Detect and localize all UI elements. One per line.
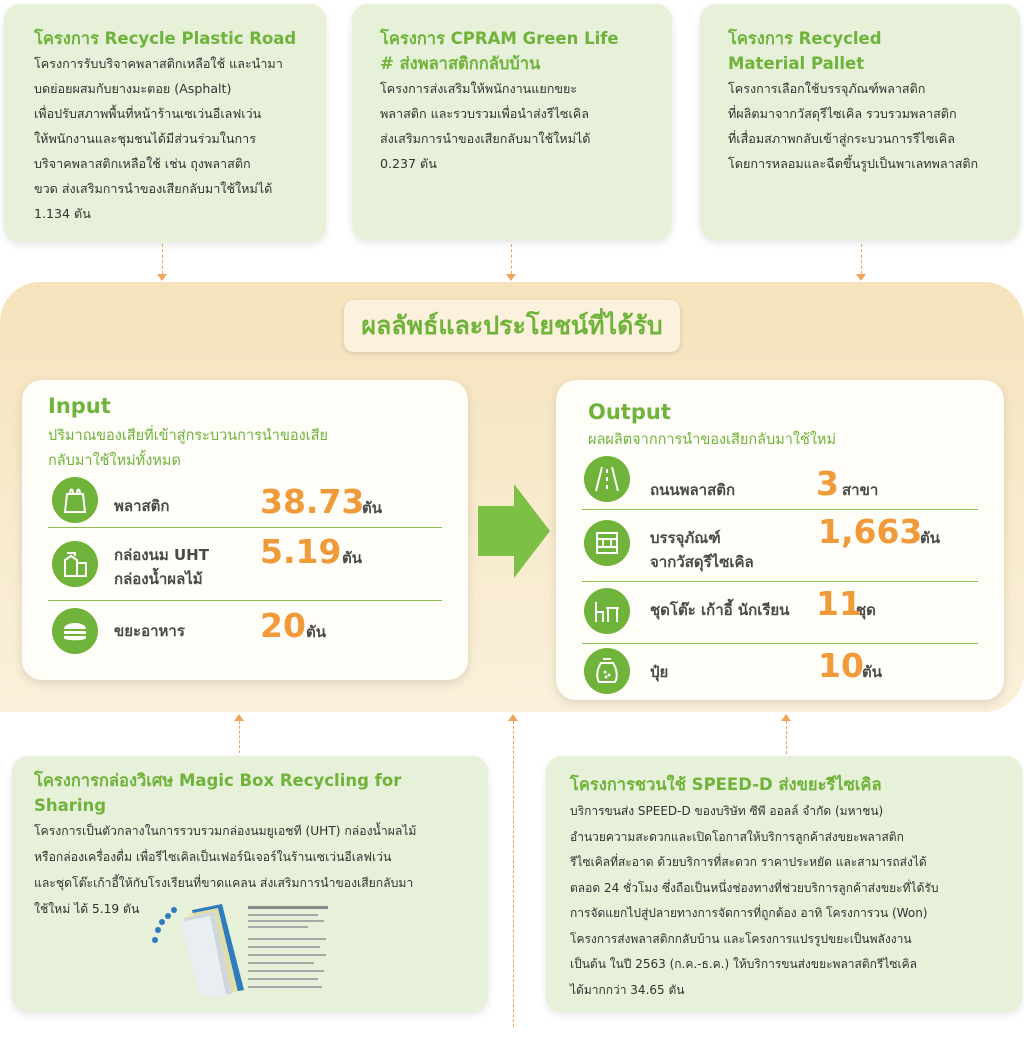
desk-chair-icon (584, 588, 630, 634)
output-row-value: 3 (816, 464, 839, 503)
connector-line (162, 244, 163, 274)
output-row-unit: สาขา (842, 481, 879, 499)
card-title: โครงการ Recycle Plastic Road (34, 29, 297, 48)
input-row-value: 5.19 (260, 532, 342, 571)
output-row-value: 11 (816, 584, 862, 623)
output-row-unit: ตัน (920, 529, 940, 547)
card-magic-box (12, 756, 488, 1012)
output-subtitle: ผลผลิตจากการนำของเสียกลับมาใช้ใหม่ (588, 432, 837, 448)
card-recycled-material-pallet (700, 4, 1020, 240)
card-speed-d (546, 756, 1022, 1012)
connector-line (511, 244, 512, 274)
carton-layers-illustration (152, 898, 352, 998)
card-title: โครงการ CPRAM Green Life # ส่งพลาสติกกลับบ้าน (380, 29, 619, 73)
fertilizer-sack-icon (584, 648, 630, 694)
input-row-label: ขยะอาหาร (114, 622, 185, 640)
card-body: โครงการส่งเสริมให้พนักงานแยกขยะ พลาสติก และรวบรวมเพื่อนำส่งรีไซเคิล ส่งเสริมการนำของเสียกลับมาใช้ใหม่ได้ 0.237 ตัน (380, 81, 591, 171)
flow-arrow-icon (478, 484, 550, 578)
output-row-label: ถนนพลาสติก (650, 481, 736, 499)
output-row-label: ปุ๋ย (650, 663, 669, 681)
connector-line (513, 721, 514, 1027)
milk-carton-icon (52, 541, 98, 587)
row-divider (582, 581, 978, 582)
input-title: Input (48, 394, 111, 418)
input-row-label: กล่องนม UHT กล่องน้ำผลไม้ (114, 546, 209, 588)
input-row-label: พลาสติก (114, 497, 170, 515)
connector-arrow (234, 714, 244, 721)
plastic-bag-icon (52, 477, 98, 523)
output-row-value: 10 (818, 646, 864, 685)
connector-arrow (508, 714, 518, 721)
output-row-unit: ตัน (862, 663, 882, 681)
burger-icon (52, 608, 98, 654)
output-row-unit: ชุด (856, 601, 876, 619)
pallet-icon (584, 520, 630, 566)
row-divider (582, 509, 978, 510)
input-row-value: 38.73 (260, 482, 365, 521)
input-row-value: 20 (260, 606, 306, 645)
results-title: ผลลัพธ์และประโยชน์ที่ได้รับ (344, 300, 680, 352)
card-body: โครงการเลือกใช้บรรจุภัณฑ์พลาสติก ที่ผลิตมาจากวัสดุรีไซเคิล รวบรวมพลาสติก ที่เสื่อมสภาพกลับเข้าสู่กระบวนการรีไซเคิล โดยการหลอมและฉีดขึ้นรูปเป็นพาเลทพลาสติก (728, 81, 979, 171)
row-divider (582, 643, 978, 644)
input-subtitle: ปริมาณของเสียที่เข้าสู่กระบวนการนำของเสีย กลับมาใช้ใหม่ทั้งหมด (48, 428, 328, 469)
output-row-label: บรรจุภัณฑ์ จากวัสดุรีไซเคิล (650, 529, 754, 571)
road-icon (584, 456, 630, 502)
card-recycle-plastic-road (4, 4, 326, 242)
card-title: โครงการกล่องวิเศษ Magic Box Recycling for Sharing (34, 771, 402, 815)
connector-arrow (157, 274, 167, 281)
card-body: โครงการเป็นตัวกลางในการรวบรวมกล่องนมยูเอชที (UHT) กล่องน้ำผลไม้ หรือกล่องเครื่องดื่ม เพื่อรีไซเคิลเป็นเฟอร์นิเจอร์ในร้านเซเว่นอีเลฟเว่น และชุดโต๊ะเก้าอี้ให้กับโรงเรียนที่ขาดแคลน ส่งเสริมการนำของเสียกลับมา ใช้ใหม่ ได้ 5.19 ตัน (34, 824, 417, 916)
card-title: โครงการชวนใช้ SPEED-D ส่งขยะรีไซเคิล (570, 775, 882, 794)
input-row-unit: ตัน (362, 499, 382, 517)
output-row-value: 1,663 (818, 512, 923, 551)
row-divider (48, 527, 442, 528)
output-row-label: ชุดโต๊ะ เก้าอี้ นักเรียน (650, 601, 790, 619)
card-body: บริการขนส่ง SPEED-D ของบริษัท ซีพี ออลล์ จำกัด (มหาชน) อำนวยความสะดวกและเปิดโอกาสให้บริการลูกค้าส่งขยะพลาสติก รีไซเคิลที่สะอาด ด้วยบริการที่สะดวก ราคาประหยัด และสามารถส่งได้ ตลอด 24 ชั่วโมง ซึ่งถือเป็นหนึ่งช่องทางที่ช่วยบริการลูกค้าส่งขยะที่ได้รับ การจัดแยกไปสู่ปลายทางการจัดการที่ถูกต้อง อาทิ โครงการวน (Won) โครงการส่งพลาสติกกลับบ้าน และโครงการแปรรูปขยะเป็นพลังงาน เป็นต้น ในปี 2563 (ก.ค.-ธ.ค.) ให้บริการขนส่งขยะพลาสติกรีไซเคิล ได้มากกว่า 34.65 ตัน (570, 804, 939, 997)
row-divider (48, 600, 442, 601)
connector-arrow (781, 714, 791, 721)
connector-line (239, 721, 240, 753)
output-panel (556, 380, 1004, 700)
input-row-unit: ตัน (342, 549, 362, 567)
card-title: โครงการ Recycled Material Pallet (728, 29, 882, 73)
connector-line (861, 244, 862, 274)
card-cpram-green-life (352, 4, 672, 240)
connector-line (786, 721, 787, 759)
output-title: Output (588, 400, 671, 424)
connector-arrow (506, 274, 516, 281)
card-body: โครงการรับบริจาคพลาสติกเหลือใช้ และนำมา บดย่อยผสมกับยางมะตอย (Asphalt) เพื่อปรับสภาพพื้นที่หน้าร้านเซเว่นอีเลฟเว่น ให้พนักงานและชุมชนได้มีส่วนร่วมในการ บริจาคพลาสติกเหลือใช้ เช่น ถุงพลาสติก ขวด ส่งเสริมการนำของเสียกลับมาใช้ใหม่ได้ 1.134 ตัน (34, 56, 283, 221)
input-panel (22, 380, 468, 680)
connector-arrow (856, 274, 866, 281)
input-row-unit: ตัน (306, 623, 326, 641)
